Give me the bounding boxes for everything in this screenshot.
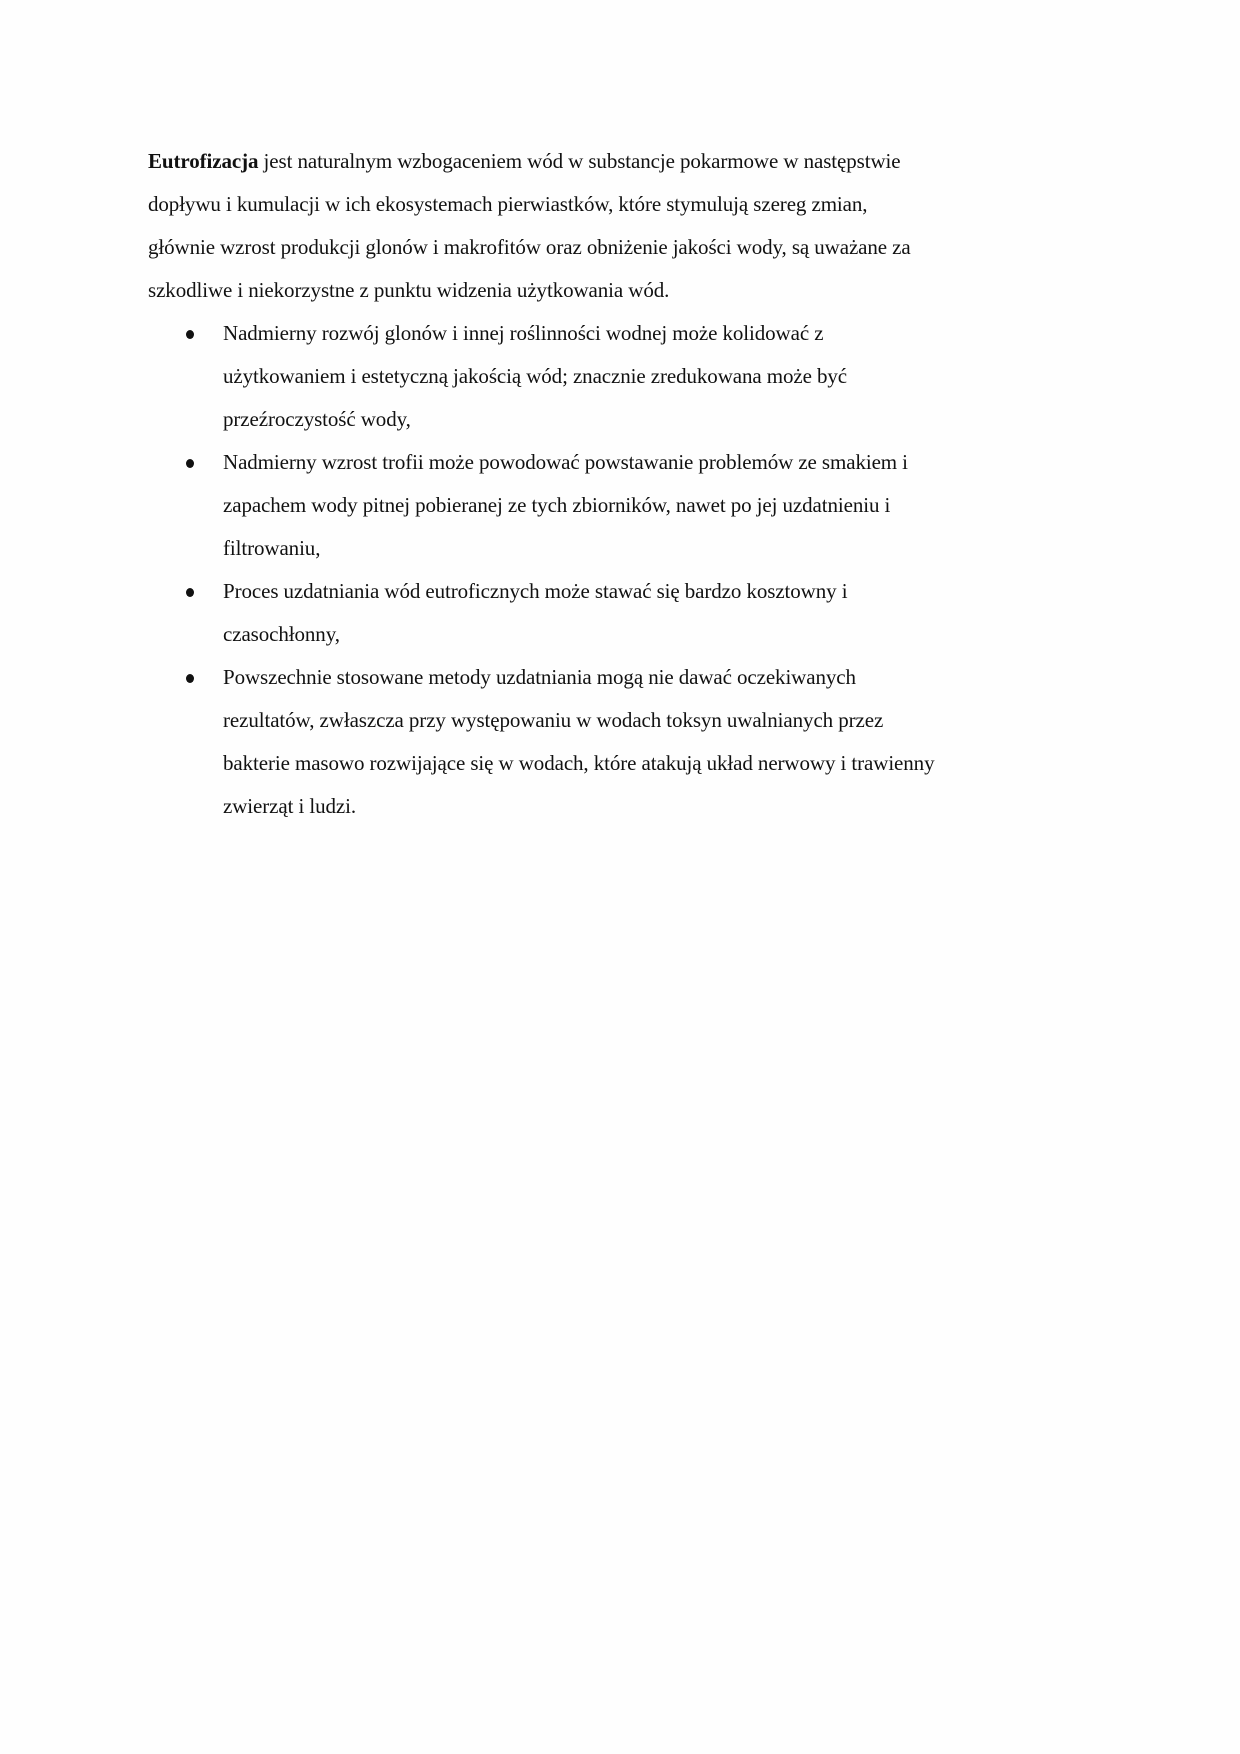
bullet-icon: [186, 330, 194, 339]
list-item-line: przeźroczystość wody,: [223, 407, 411, 431]
bullet-icon: [186, 674, 194, 683]
list-item-line: rezultatów, zwłaszcza przy występowaniu w wodach toksyn uwalnianych przez: [223, 708, 884, 732]
list-item: [148, 656, 1108, 828]
defined-term: Eutrofizacja: [148, 149, 259, 173]
bullet-icon: [186, 588, 194, 597]
intro-line: dopływu i kumulacji w ich ekosystemach pierwiastków, które stymulują szereg zmian,: [148, 192, 868, 216]
bullet-icon: [186, 459, 194, 468]
list-item-line: filtrowaniu,: [223, 536, 321, 560]
list-item: [148, 312, 1108, 441]
bullet-list: [148, 312, 1108, 828]
list-item-line: bakterie masowo rozwijające się w wodach, które atakują układ nerwowy i trawienny: [223, 751, 935, 775]
list-item-line: Proces uzdatniania wód eutroficznych może stawać się bardzo kosztowny i: [223, 579, 848, 603]
list-item-line: Nadmierny rozwój glonów i innej roślinności wodnej może kolidować z: [223, 321, 824, 345]
document-body: [148, 140, 1108, 828]
list-item-line: zwierząt i ludzi.: [223, 794, 356, 818]
list-item-line: Nadmierny wzrost trofii może powodować powstawanie problemów ze smakiem i: [223, 450, 908, 474]
intro-paragraph: [148, 140, 1108, 312]
list-item: [148, 441, 1108, 570]
list-item-line: czasochłonny,: [223, 622, 340, 646]
list-item-line: zapachem wody pitnej pobieranej ze tych zbiorników, nawet po jej uzdatnieniu i: [223, 493, 891, 517]
intro-line: Eutrofizacja jest naturalnym wzbogaceniem wód w substancje pokarmowe w następstwie: [148, 149, 901, 173]
list-item: [148, 570, 1108, 656]
list-item-line: Powszechnie stosowane metody uzdatniania mogą nie dawać oczekiwanych: [223, 665, 856, 689]
intro-line: szkodliwe i niekorzystne z punktu widzenia użytkowania wód.: [148, 278, 670, 302]
intro-line: głównie wzrost produkcji glonów i makrofitów oraz obniżenie jakości wody, są uważane za: [148, 235, 911, 259]
list-item-line: użytkowaniem i estetyczną jakością wód; znacznie zredukowana może być: [223, 364, 847, 388]
